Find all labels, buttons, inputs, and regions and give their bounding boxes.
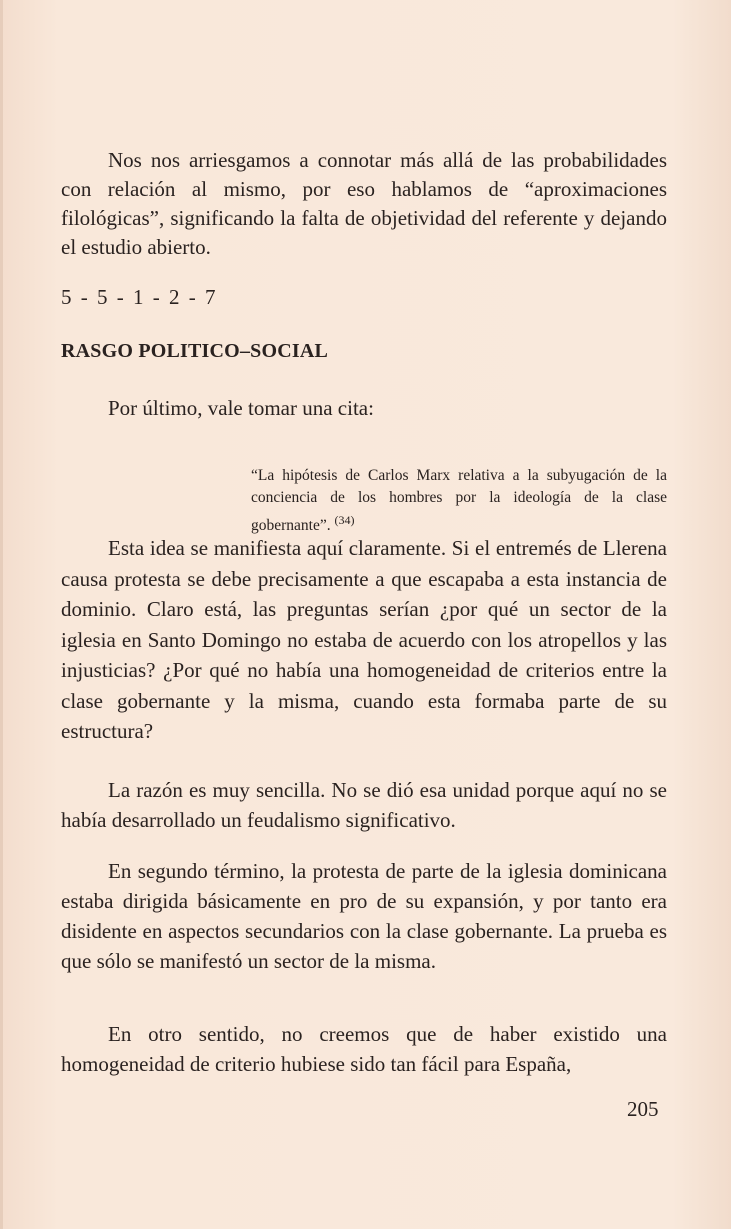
section-code: 5 - 5 - 1 - 2 - 7 <box>61 285 218 309</box>
intro-line: Por último, vale tomar una cita: <box>108 396 374 420</box>
footnote-reference: (34) <box>334 513 355 527</box>
paragraph-5: En otro sentido, no creemos que de haber existido una homogeneidad de criterio hubiese sido tan fácil para España, <box>61 1022 667 1076</box>
quote-text: “La hipótesis de Carlos Marx relativa a la subyugación de la conciencia de los hombres por la ideología de la clase gobernante”. <box>251 467 667 535</box>
paragraph-1: Nos nos arriesgamos a connotar más allá de las probabilidades con relación al mismo, por eso hablamos de “aproximaciones filológicas”, significando la falta de objetividad del referente y dejando el estudio abierto. <box>61 148 667 259</box>
section-heading: RASGO POLITICO–SOCIAL <box>61 340 329 362</box>
page-number: 205 <box>627 1097 659 1121</box>
paragraph-4: En segundo término, la protesta de parte de la iglesia dominicana estaba dirigida básicamente en pro de su expansión, y por tanto era disidente en aspectos secundarios con la clase gobernante. La prueba es que sólo se manifestó un sector de la misma. <box>61 859 667 973</box>
paragraph-3: La razón es muy sencilla. No se dió esa unidad porque aquí no se había desarrollado un feudalismo significativo. <box>61 778 667 832</box>
block-quote <box>251 465 667 537</box>
page-edge-shadow <box>0 0 3 1229</box>
paragraph-2: Esta idea se manifiesta aquí claramente. Si el entremés de Llerena causa protesta se debe precisamente a que escapaba a esta instancia de dominio. Claro está, las preguntas serían ¿por qué un sector de la iglesia en Santo Domingo no estaba de acuerdo con los atropellos y las injusticias? ¿Por qué no había una homogeneidad de criterios entre la clase gobernante y la misma, cuando esta formaba parte de su estructura? <box>61 536 667 743</box>
